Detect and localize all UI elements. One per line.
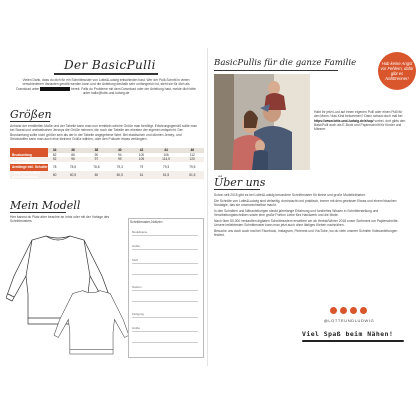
closing-text: Viel Spaß beim Nähen!: [302, 330, 394, 338]
table-cell: 106: [163, 152, 169, 157]
row-label: Armlänge inkl. Schulter: [12, 165, 48, 170]
note-label: Modellname: [132, 230, 148, 234]
notes-title: Schnittmuster-Notizen: [130, 220, 163, 224]
ueber-paragraph: Die Schnitte von Lotte&Ludwig sind vielseitig, durchdacht und praktisch, immer mit dem gewissen Etwas und einem bisschen Nostalgie, das sie unverwechselbar macht.: [214, 198, 397, 208]
left-page: [6, 48, 206, 366]
table-row: [10, 171, 204, 179]
note-label: Stoff: [132, 258, 138, 262]
table-cell: 79,3: [116, 165, 123, 170]
ueber-paragraph: Besuche uns doch auch mal bei Facebook, Instagram, Pinterest und YouTube, wo du viele unserer Schnitte Videoanleitungen findest.: [214, 229, 398, 238]
size-table: [10, 148, 204, 179]
table-cell: 60,5: [108, 171, 131, 179]
caption-text: Habt ihr jetzt Lust auf einen eigenen Pulli oder einen Pulli für den Mann / das Kind bekommen? Dann schaut doch mal bei: [314, 110, 403, 119]
table-cell: 105: [131, 157, 151, 162]
note-label: Fertigung: [132, 312, 144, 316]
intro-paragraph: Vielen Dank, dass du dich für ein Schnittmuster von Lotte&Ludwig entschieden hast. Wer der Pulli-Schnitt in vielen verschiedenen Varianten genäht werden kann und die Anleitung deshalb sehr umfangreich ist, steht sie für dich als Download unter: [16, 78, 190, 91]
table-cell: 114,5: [151, 157, 180, 162]
redacted-link: [40, 87, 70, 91]
table-cell: 96: [61, 157, 84, 162]
section-underline: [10, 212, 66, 213]
note-line: [132, 331, 198, 332]
table-cell: 61,5: [151, 171, 180, 179]
row-label: Länge hinten Mitte (ohne Bündchen): [10, 171, 48, 179]
table-cell: 60: [85, 171, 108, 179]
page-fold: [207, 48, 208, 366]
sweater-sketch: [6, 224, 128, 364]
table-cell: 61: [131, 171, 151, 179]
size-header-cell: 38: [85, 148, 108, 153]
page-title: Der BasicPulli: [64, 58, 156, 72]
table-cell: 112: [189, 152, 195, 157]
note-line: [132, 263, 198, 264]
size-header-cell: 36: [61, 148, 84, 153]
note-label: Größe: [132, 244, 140, 248]
table-cell: 79,3: [162, 165, 170, 170]
table-cell: 92: [48, 157, 61, 162]
title-underline: [214, 70, 338, 71]
section-title-ueber: Über uns: [214, 176, 266, 189]
note-label: Größe: [132, 326, 140, 330]
closing-underline: [302, 340, 404, 342]
social-handle: @LOTTEUNDLUDWIG: [323, 318, 375, 323]
table-row: [10, 164, 204, 171]
shop-link[interactable]: https://www.lotte-und-ludwig.de/shop/: [314, 118, 374, 123]
table-cell: 78,8: [93, 165, 100, 170]
table-cell: 61,5: [181, 171, 204, 179]
note-line: [132, 274, 198, 275]
note-line: [132, 317, 198, 318]
section-underline: [10, 121, 50, 122]
table-cell: 79,5: [189, 165, 196, 170]
table-cell: 78: [52, 165, 57, 170]
note-label: Notizen: [132, 285, 142, 289]
note-line: [132, 235, 198, 236]
right-page-title: BasicPullis für die ganze Familie: [214, 58, 357, 68]
size-header-cell: 40: [108, 148, 131, 153]
facebook-icon[interactable]: [330, 307, 337, 314]
table-cell: 94: [117, 152, 122, 157]
row-label: Brustumfang: [10, 153, 48, 158]
table-cell: 90: [94, 152, 99, 157]
section-title-modell: Mein Modell: [10, 199, 81, 212]
intro-paragraph-end: bereit. Falls du Probleme mit dem Download oder der Anleitung hast, melde dich bitte unter hallo@lotte-und-ludwig.de: [71, 86, 196, 95]
table-cell: 60,5: [61, 171, 84, 179]
caption-text-end: vorbei, dort gibts den BasicPulli auch als E-Book und Papierschnitt für Kinder und Männer.: [314, 118, 406, 132]
pinterest-icon[interactable]: [350, 307, 357, 314]
ueber-paragraph: Schon seit 2015 gibt es bei Lotte&Ludwig besondere Schnittmuster für kleine und große Modeliebhaber.: [214, 193, 366, 197]
sweater-back-drawing: [54, 291, 128, 354]
family-photo: [214, 74, 310, 170]
table-cell: 79: [139, 165, 144, 170]
note-line: [132, 290, 198, 291]
title-underline: [54, 73, 158, 75]
photo-caption: [314, 110, 408, 131]
section-title-groessen: Größen: [10, 108, 52, 121]
tip-badge: Hab keine Angst vor Fehlern, dafür gibt es Nahttrenner!: [378, 52, 416, 90]
modell-text: Hier kannst du Platz aber beachte an Infos oder mit der Vorlage des Schnittmusters: [10, 215, 110, 224]
youtube-icon[interactable]: [360, 307, 367, 314]
table-cell: 78,5: [69, 165, 77, 170]
note-line: [132, 249, 198, 250]
ueber-paragraph: In den Schnitten und Nähanleitungen steckt jahrelange Erfahrung und fundiertes Wissen in Schnitterstellung und Verarbeitungstechniken sowie eine große Portion Liebe fürs Handwerk und die Mode.: [214, 208, 379, 218]
table-cell: 86: [71, 152, 75, 157]
size-header-cell: 44: [151, 148, 180, 153]
social-icons: [330, 307, 367, 314]
table-cell: 60: [48, 171, 61, 179]
intro-text: [16, 78, 196, 95]
groessen-text: Anhand der ermittelten Maße und der Tabelle kann man nun ermitteln welche Größe man benötigt. Erfahrungsgemäß sollte man bei Sweat und unelastischen Jerseys die Größe nehmen, die noch der Tabelle am ehesten der eigenen entspricht. Der Brustumfang sollte nicht größer sein als der in der Tabelle angegebene Wert. Bei elastischen und dünnen Jersey- und Strickstoffen kann man auch eine kleinere Größe wählen, oder den Pullover etwas verlängern.: [10, 124, 198, 141]
instagram-icon[interactable]: [340, 307, 347, 314]
right-page: [210, 48, 414, 366]
table-cell: 99: [108, 157, 131, 162]
table-cell: 120: [181, 157, 204, 162]
size-header-cell: 34: [48, 148, 61, 153]
table-cell: 82: [52, 152, 57, 157]
size-header-cell: 46: [181, 148, 204, 153]
note-line: [132, 342, 198, 343]
ueber-text: [214, 193, 406, 238]
size-header-cell: 42: [131, 148, 151, 153]
ueber-paragraph: Nach über 50.000 verkauften digitalen Schnittmustern erweitern wir ab Herbst/Winter 2018 unser Sortiment um Papierschnitte. Unsere beliebtesten Schnittmuster kann man jetzt auch ohne lästiges Kleben nachnähen.: [214, 218, 399, 228]
row-label: Hüftumfang: [10, 157, 48, 162]
table-cell: 97: [85, 157, 108, 162]
note-line: [132, 301, 198, 302]
section-underline: [214, 189, 260, 190]
table-cell: 100: [138, 152, 145, 157]
